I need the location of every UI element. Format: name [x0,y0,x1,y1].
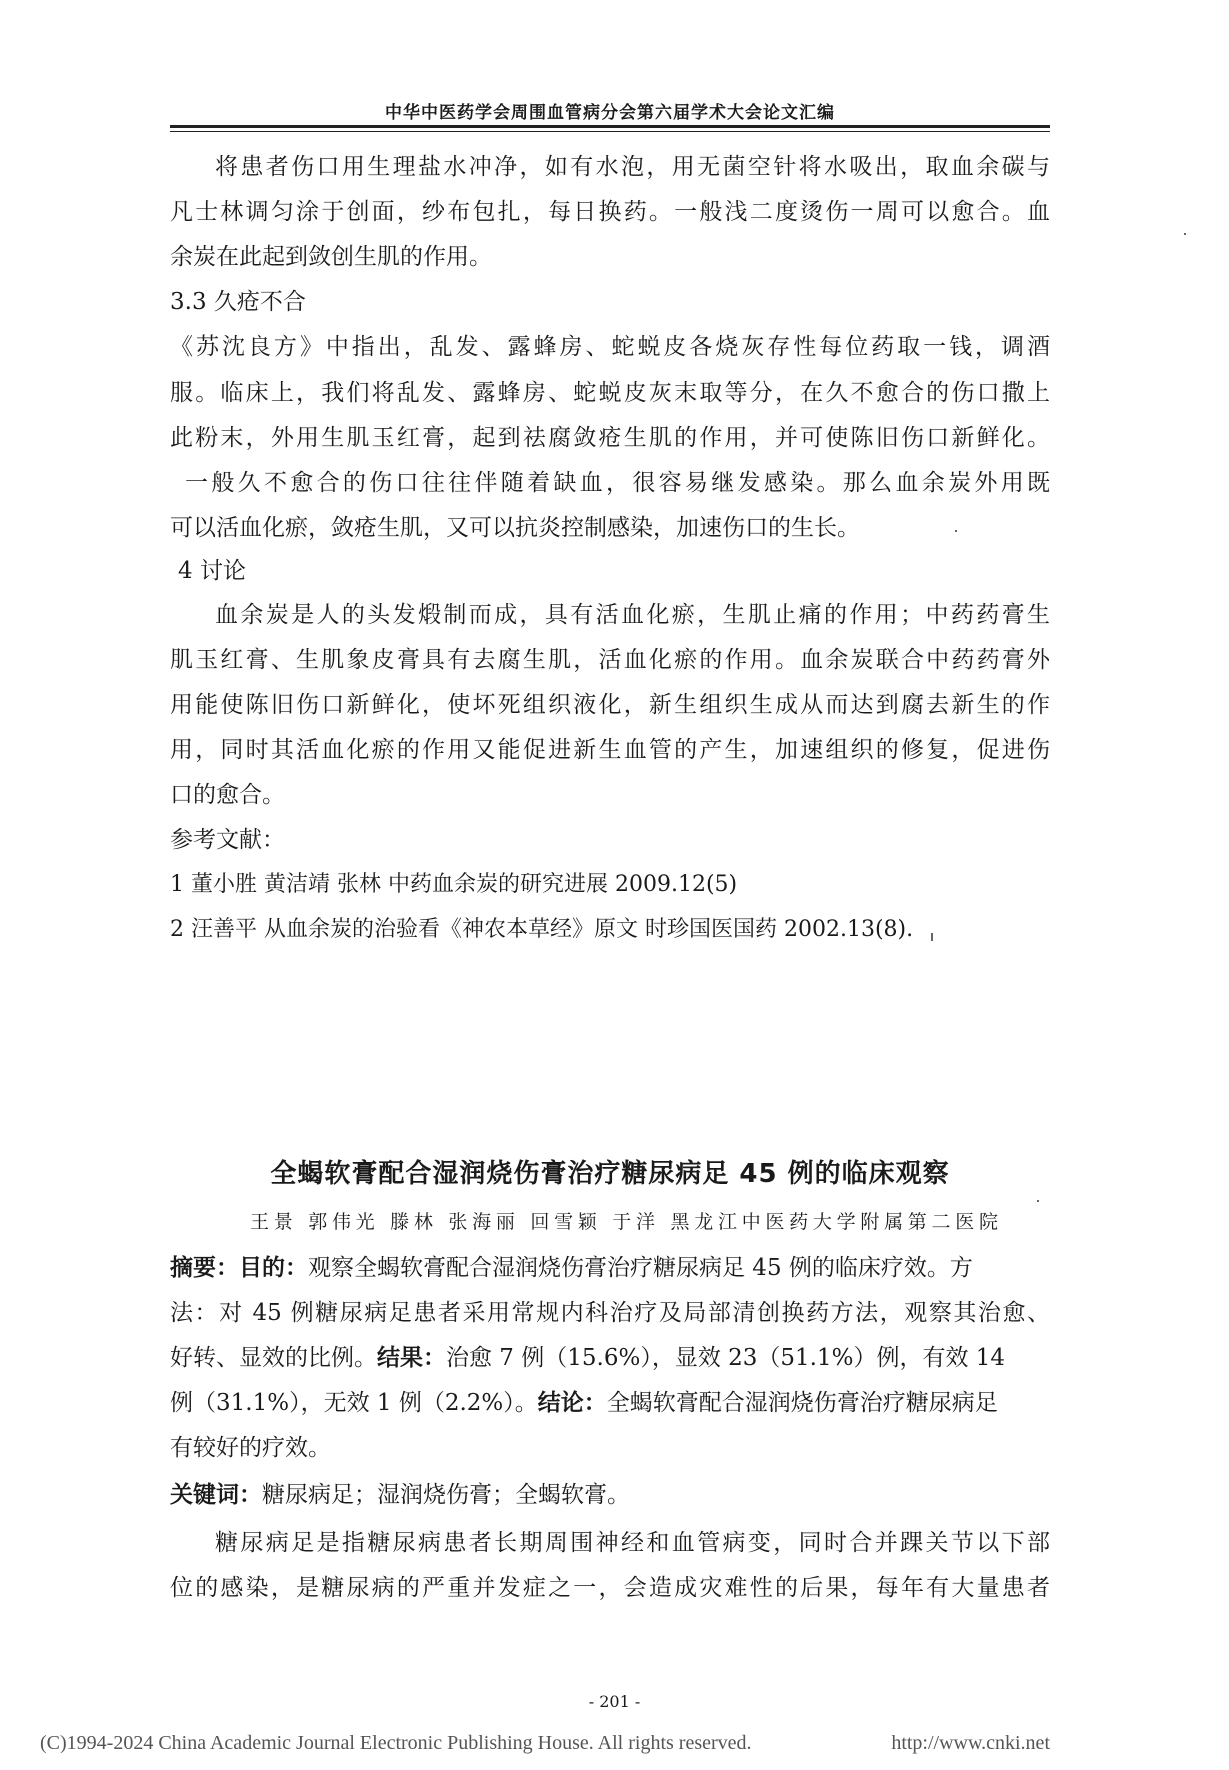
objective-label: 目的： [239,1255,308,1281]
scan-speck [1184,233,1186,235]
page-number: - 201 - [588,1692,641,1711]
paragraph-line: 糖尿病足是指糖尿病患者长期周围神经和血管病变，同时合并踝关节以下部 [215,1530,1050,1556]
paragraph-line: 凡士林调匀涂于创面，纱布包扎，每日换药。一般浅二度烫伤一周可以愈合。血 [170,199,1050,225]
abstract-line: 有较好的疗效。 [170,1435,331,1461]
abstract-line [170,1253,973,1283]
header-rule-thick [170,125,1050,128]
article-title: 全蝎软膏配合湿润烧伤膏治疗糖尿病足 45 例的临床观察 [270,1159,950,1189]
results-label: 结果： [377,1345,446,1371]
keywords-label: 关键词： [170,1482,262,1508]
paragraph-line: 位的感染，是糖尿病的严重并发症之一，会造成灾难性的后果，每年有大量患者 [170,1575,1050,1601]
abstract-label: 摘要： [170,1255,239,1281]
section-heading-4: 4 讨论 [178,558,246,584]
abstract-line [170,1388,998,1418]
abstract-line: 法：对 45 例糖尿病足患者采用常规内科治疗及局部清创换药方法，观察其治愈、 [170,1300,1050,1326]
paragraph-line: 将患者伤口用生理盐水冲净，如有水泡，用无菌空针将水吸出，取血余碳与 [215,154,1050,180]
references-heading: 参考文献： [170,827,285,853]
paragraph-line: 余炭在此起到敛创生肌的作用。 [170,244,492,270]
paragraph-line: 一般久不愈合的伤口往往伴随着缺血，很容易继发感染。那么血余炭外用既 [185,470,1050,496]
scan-speck [1037,1200,1039,1202]
keywords-line [170,1480,630,1510]
scan-speck [931,933,933,941]
scan-speck [955,530,957,532]
abstract-line [170,1343,1005,1373]
keywords-text: 糖尿病足；湿润烧伤膏；全蝎软膏。 [262,1482,630,1508]
footer-url: http://www.cnki.net [891,1732,1050,1754]
paragraph-line: 肌玉红膏、生肌象皮膏具有去腐生肌，活血化瘀的作用。血余炭联合中药药膏外 [170,647,1050,673]
abstract-text: 好转、显效的比例。 [170,1345,377,1371]
section-heading-3-3: 3.3 久疮不合 [170,289,306,315]
abstract-text: 全蝎软膏配合湿润烧伤膏治疗糖尿病足 [606,1390,998,1416]
reference-item: 1 董小胜 黄洁靖 张林 中药血余炭的研究进展 2009.12(5) [170,872,738,897]
copyright-text: (C)1994-2024 China Academic Journal Electronic Publishing House. All rights reserved. [40,1732,752,1754]
paragraph-line: 血余炭是人的头发煅制而成，具有活血化瘀，生肌止痛的作用；中药药膏生 [215,602,1050,628]
article-authors: 王景 郭伟光 滕林 张海丽 回雪颖 于洋 黑龙江中医药大学附属第二医院 [250,1211,1000,1233]
conclusion-label: 结论： [537,1390,607,1416]
paragraph-line: 口的愈合。 [170,782,285,808]
paragraph-line: 用能使陈旧伤口新鲜化，使坏死组织液化，新生组织生成从而达到腐去新生的作 [170,692,1050,718]
paragraph-line: 服。临床上，我们将乱发、露蜂房、蛇蜕皮灰末取等分，在久不愈合的伤口撒上 [170,380,1050,406]
reference-item: 2 汪善平 从血余炭的治验看《神农本草经》原文 时珍国医国药 2002.13(8). [170,917,914,942]
running-header: 中华中医药学会周围血管病分会第六届学术大会论文汇编 [385,103,835,123]
paragraph-line: 《苏沈良方》中指出，乱发、露蜂房、蛇蜕皮各烧灰存性每位药取一钱，调酒 [170,334,1050,360]
abstract-text: 例（31.1%），无效 1 例（2.2%）。 [170,1390,538,1416]
paragraph-line: 此粉末，外用生肌玉红膏，起到祛腐敛疮生肌的作用，并可使陈旧伤口新鲜化。 [170,425,1050,451]
copyright-footer [40,1732,1050,1755]
paragraph-line: 可以活血化瘀，敛疮生肌，又可以抗炎控制感染，加速伤口的生长。 [170,515,860,541]
paragraph-line: 用，同时其活血化瘀的作用又能促进新生血管的产生，加速组织的修复，促进伤 [170,737,1050,763]
header-rule-thin [170,131,1050,132]
abstract-text: 观察全蝎软膏配合湿润烧伤膏治疗糖尿病足 45 例的临床疗效。方 [308,1255,973,1281]
abstract-text: 治愈 7 例（15.6%），显效 23（51.1%）例，有效 14 [446,1345,1006,1371]
